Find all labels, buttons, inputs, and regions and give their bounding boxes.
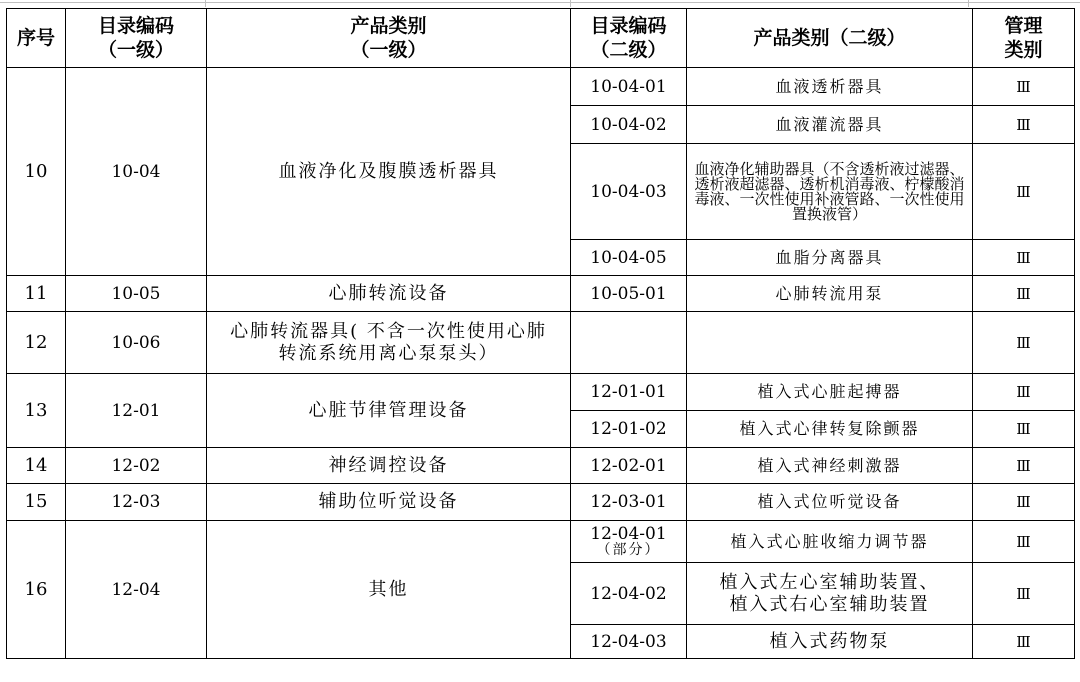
cell-code-level1: 12-03 xyxy=(66,484,207,521)
table-row xyxy=(7,521,1075,563)
cell-category-level2: 血脂分离器具 xyxy=(687,240,973,276)
cell-code-level2: 10-04-01 xyxy=(571,68,687,106)
cell-category-level2: 植入式心脏起搏器 xyxy=(687,374,973,411)
cell-code-level2: 10-05-01 xyxy=(571,276,687,312)
cell-code-level2: 12-04-02 xyxy=(571,563,687,625)
table-row xyxy=(7,312,1075,374)
cell-category-level2 xyxy=(687,312,973,374)
cell-management-class: Ⅲ xyxy=(973,106,1075,144)
cell-code-level2: 10-04-03 xyxy=(571,144,687,240)
cell-category-level1: 血液净化及腹膜透析器具 xyxy=(207,68,571,276)
cell-code-level2: 10-04-05 xyxy=(571,240,687,276)
cell-category-level2: 血液灌流器具 xyxy=(687,106,973,144)
cell-category-level1: 辅助位听觉设备 xyxy=(207,484,571,521)
cell-category-level1: 神经调控设备 xyxy=(207,448,571,484)
header-management-class: 管理 类别 xyxy=(973,9,1075,68)
cell-category-level2: 植入式心脏收缩力调节器 xyxy=(687,521,973,563)
header-code-level2: 目录编码 （二级） xyxy=(571,9,687,68)
header-category-level2: 产品类别（二级） xyxy=(687,9,973,68)
cell-seq: 16 xyxy=(7,521,66,659)
cell-code-level2: 12-01-01 xyxy=(571,374,687,411)
cell-category-level1: 其他 xyxy=(207,521,571,659)
cell-category-level2: 植入式神经刺激器 xyxy=(687,448,973,484)
cell-management-class: Ⅲ xyxy=(973,374,1075,411)
cell-code-level2: 12-01-02 xyxy=(571,411,687,448)
cell-management-class: Ⅲ xyxy=(973,68,1075,106)
cell-code-level1: 10-04 xyxy=(66,68,207,276)
table-row xyxy=(7,276,1075,312)
cell-code-level1: 12-01 xyxy=(66,374,207,448)
cell-category-level2: 植入式位听觉设备 xyxy=(687,484,973,521)
cell-management-class: Ⅲ xyxy=(973,563,1075,625)
cell-code-level1: 10-06 xyxy=(66,312,207,374)
cell-management-class: Ⅲ xyxy=(973,411,1075,448)
catalog-table xyxy=(6,8,1075,659)
page-edge-ticks xyxy=(0,0,1080,8)
cell-code-level2 xyxy=(571,521,687,563)
table-row xyxy=(7,484,1075,521)
cell-seq: 15 xyxy=(7,484,66,521)
cell-management-class: Ⅲ xyxy=(973,240,1075,276)
cell-seq: 12 xyxy=(7,312,66,374)
cell-category-level2: 心肺转流用泵 xyxy=(687,276,973,312)
cell-seq: 11 xyxy=(7,276,66,312)
code-level2-note: （部分） xyxy=(596,542,661,558)
cell-management-class: Ⅲ xyxy=(973,484,1075,521)
header-category-level1: 产品类别 （一级） xyxy=(207,9,571,68)
header-code-level1: 目录编码 （一级） xyxy=(66,9,207,68)
cell-category-level1: 心肺转流器具( 不含一次性使用心肺 转流系统用离心泵泵头） xyxy=(207,312,571,374)
cell-management-class: Ⅲ xyxy=(973,312,1075,374)
cell-code-level2: 12-03-01 xyxy=(571,484,687,521)
cell-code-level2: 10-04-02 xyxy=(571,106,687,144)
cell-category-level2: 血液透析器具 xyxy=(687,68,973,106)
cell-category-level2: 植入式左心室辅助装置、 植入式右心室辅助装置 xyxy=(687,563,973,625)
cell-category-level2: 植入式心律转复除颤器 xyxy=(687,411,973,448)
cell-category-level2: 血液净化辅助器具（不含透析液过滤器、透析液超滤器、透析机消毒液、柠檬酸消毒液、一次性使用补液管路、一次性使用置换液管） xyxy=(687,144,973,240)
cell-code-level2: 12-02-01 xyxy=(571,448,687,484)
cell-management-class: Ⅲ xyxy=(973,448,1075,484)
header-seq: 序号 xyxy=(7,9,66,68)
cell-category-level1: 心脏节律管理设备 xyxy=(207,374,571,448)
table-row xyxy=(7,448,1075,484)
cell-management-class: Ⅲ xyxy=(973,625,1075,659)
cell-category-level1: 心肺转流设备 xyxy=(207,276,571,312)
cell-seq: 14 xyxy=(7,448,66,484)
code-level2-value: 12-04-01 xyxy=(590,524,667,544)
cell-management-class: Ⅲ xyxy=(973,276,1075,312)
cell-code-level2 xyxy=(571,312,687,374)
cell-code-level1: 12-02 xyxy=(66,448,207,484)
cell-management-class: Ⅲ xyxy=(973,521,1075,563)
cell-management-class: Ⅲ xyxy=(973,144,1075,240)
cell-seq: 10 xyxy=(7,68,66,276)
cell-code-level1: 10-05 xyxy=(66,276,207,312)
cell-seq: 13 xyxy=(7,374,66,448)
table-row xyxy=(7,374,1075,411)
table-row xyxy=(7,68,1075,106)
table-header-row xyxy=(7,9,1075,68)
cell-code-level2: 12-04-03 xyxy=(571,625,687,659)
cell-category-level2: 植入式药物泵 xyxy=(687,625,973,659)
cell-code-level1: 12-04 xyxy=(66,521,207,659)
